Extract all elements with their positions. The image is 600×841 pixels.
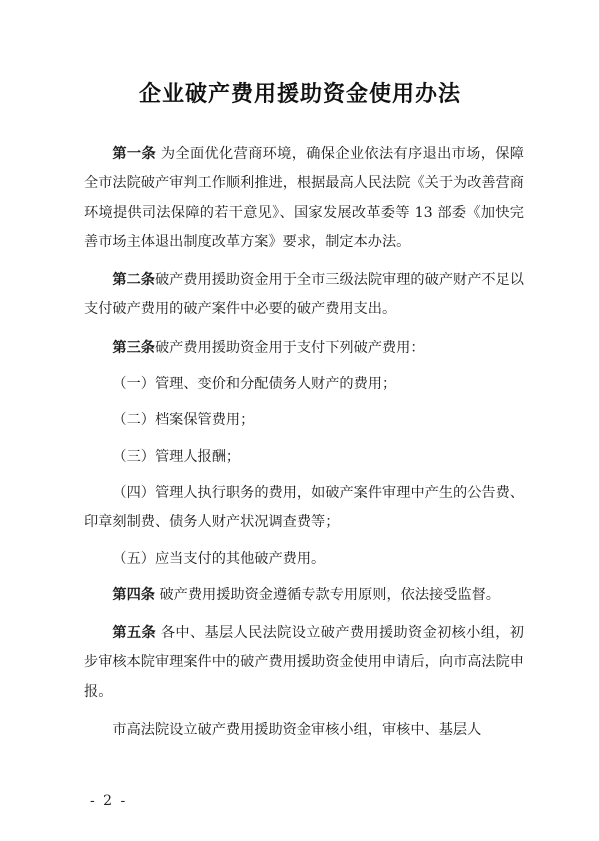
article-text: 破产费用援助资金用于全市三级法院审理的破产财产不足以支付破产费用的破产案件中必要的破产费用支出。: [84, 272, 524, 318]
article-label: 第四条: [112, 586, 155, 603]
article-text: 破产费用援助资金遵循专款专用原则，依法接受监督。: [154, 586, 500, 603]
document-body: [84, 140, 524, 754]
article-text: 为全面优化营商环境，确保企业依法有序退出市场，保障全市法院破产审判工作顺利推进，根据最高人民法院《关于为改善营商环境提供司法保障的若干意见》、国家发展改革委等 13 部委《加快完善市场主体退出制度改革方案》要求，制定本办法。: [84, 146, 524, 250]
list-item: （五）应当支付的其他破产费用。: [112, 550, 326, 567]
article-2-paragraph: [84, 266, 524, 325]
article-label: 第一条: [112, 146, 157, 162]
article-label: 第三条: [112, 339, 155, 356]
article-4-paragraph: [84, 581, 524, 610]
list-item: （四）管理人执行职务的费用，如破产案件审理中产生的公告费、印章刻制费、债务人财产状况调查费等；: [84, 484, 524, 531]
article-label: 第二条: [112, 272, 155, 289]
list-item: （一）管理、变价和分配债务人财产的费用；: [112, 376, 397, 393]
article-text: 破产费用援助资金用于支付下列破产费用：: [154, 339, 425, 356]
article-text: 各中、基层人民法院设立破产费用援助资金初核小组，初步审核本院审理案件中的破产费用援助资金使用申请后，向市高法院申报。: [84, 625, 524, 700]
document-title: 企业破产费用援助资金使用办法: [138, 82, 461, 107]
article-3-paragraph: [84, 334, 524, 363]
article-label: 第五条: [112, 625, 157, 642]
page-number: - 2 -: [90, 793, 128, 809]
article-1-paragraph: [84, 140, 524, 257]
continuation-paragraph: 市高法院设立破产费用援助资金审核小组，审核中、基层人: [112, 722, 482, 739]
list-item: （二）档案保管费用；: [112, 412, 255, 429]
article-5-paragraph: [84, 619, 524, 707]
list-item: （三）管理人报酬；: [112, 448, 241, 465]
